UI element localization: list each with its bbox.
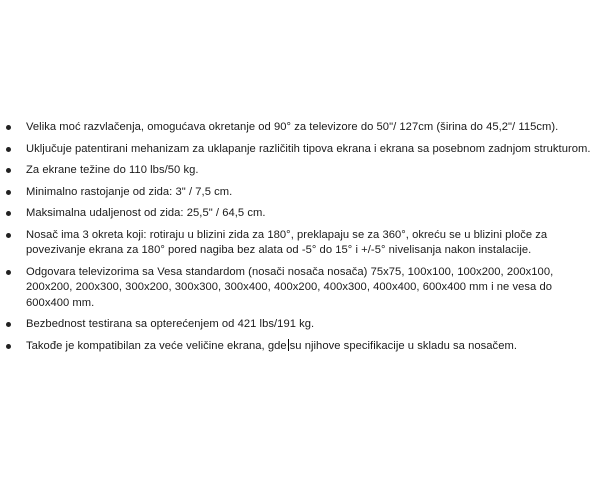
bullet-text: Za ekrane težine do 110 lbs/50 kg. [26,164,199,176]
bullet-text: Odgovara televizorima sa Vesa standardom (nosači nosača nosača) 75x75, 100x100, 100x200, 200x100, 200x200, 200x300, 300x200, 300x300, 300x400, 400x200, 400x300, 400x400, 600x400 mm i ne vesa do 600x400 mm. [26,265,554,309]
bullet-text: Nosač ima 3 okreta koji: rotiraju u blizini zida za 180°, preklapaju se za 360°, okreću se u blizini ploče za povezivanje ekrana za 180° pored nagiba bez alata od -5° do 15° i +/-5° nivelisanja nakon instalacije. [26,228,548,256]
bullet-icon [6,125,11,130]
list-item [0,120,600,136]
list-item [0,185,600,201]
bullet-text: Bezbednost testirana sa opterećenjem od 421 lbs/191 kg. [26,318,315,330]
list-item [0,206,600,222]
bullet-text: Uključuje patentirani mehanizam za uklapanje različitih tipova ekrana i ekrana sa posebnom zadnjom strukturom. [26,142,591,155]
list-item [0,228,600,259]
bullet-icon [6,168,11,173]
bullet-icon [6,270,11,275]
text-cursor [288,339,289,351]
bullet-text-after-caret: su njihove specifikacije u skladu sa nosačem. [289,339,518,352]
feature-bullet-list [0,120,600,354]
list-item [0,163,600,179]
document-body [0,120,600,360]
bullet-text: Velika moć razvlačenja, omogućava okretanje od 90° za televizore do 50"/ 127cm (širina do 45,2"/ 115cm). [26,121,559,133]
bullet-icon [6,190,11,195]
list-item [0,317,600,333]
bullet-text: Minimalno rastojanje od zida: 3" / 7,5 cm. [26,185,233,198]
list-item[interactable] [0,339,600,355]
bullet-text: Maksimalna udaljenost od zida: 25,5" / 64,5 cm. [26,207,266,219]
bullet-text-editable[interactable] [26,339,594,355]
bullet-text-before-caret: Takođe je kompatibilan za veće veličine ekrana, gde [26,339,287,352]
bullet-icon [6,211,11,216]
bullet-icon [6,322,11,327]
list-item [0,265,600,312]
bullet-icon [6,344,11,349]
list-item [0,142,600,158]
bullet-icon [6,233,11,238]
bullet-icon [6,147,11,152]
